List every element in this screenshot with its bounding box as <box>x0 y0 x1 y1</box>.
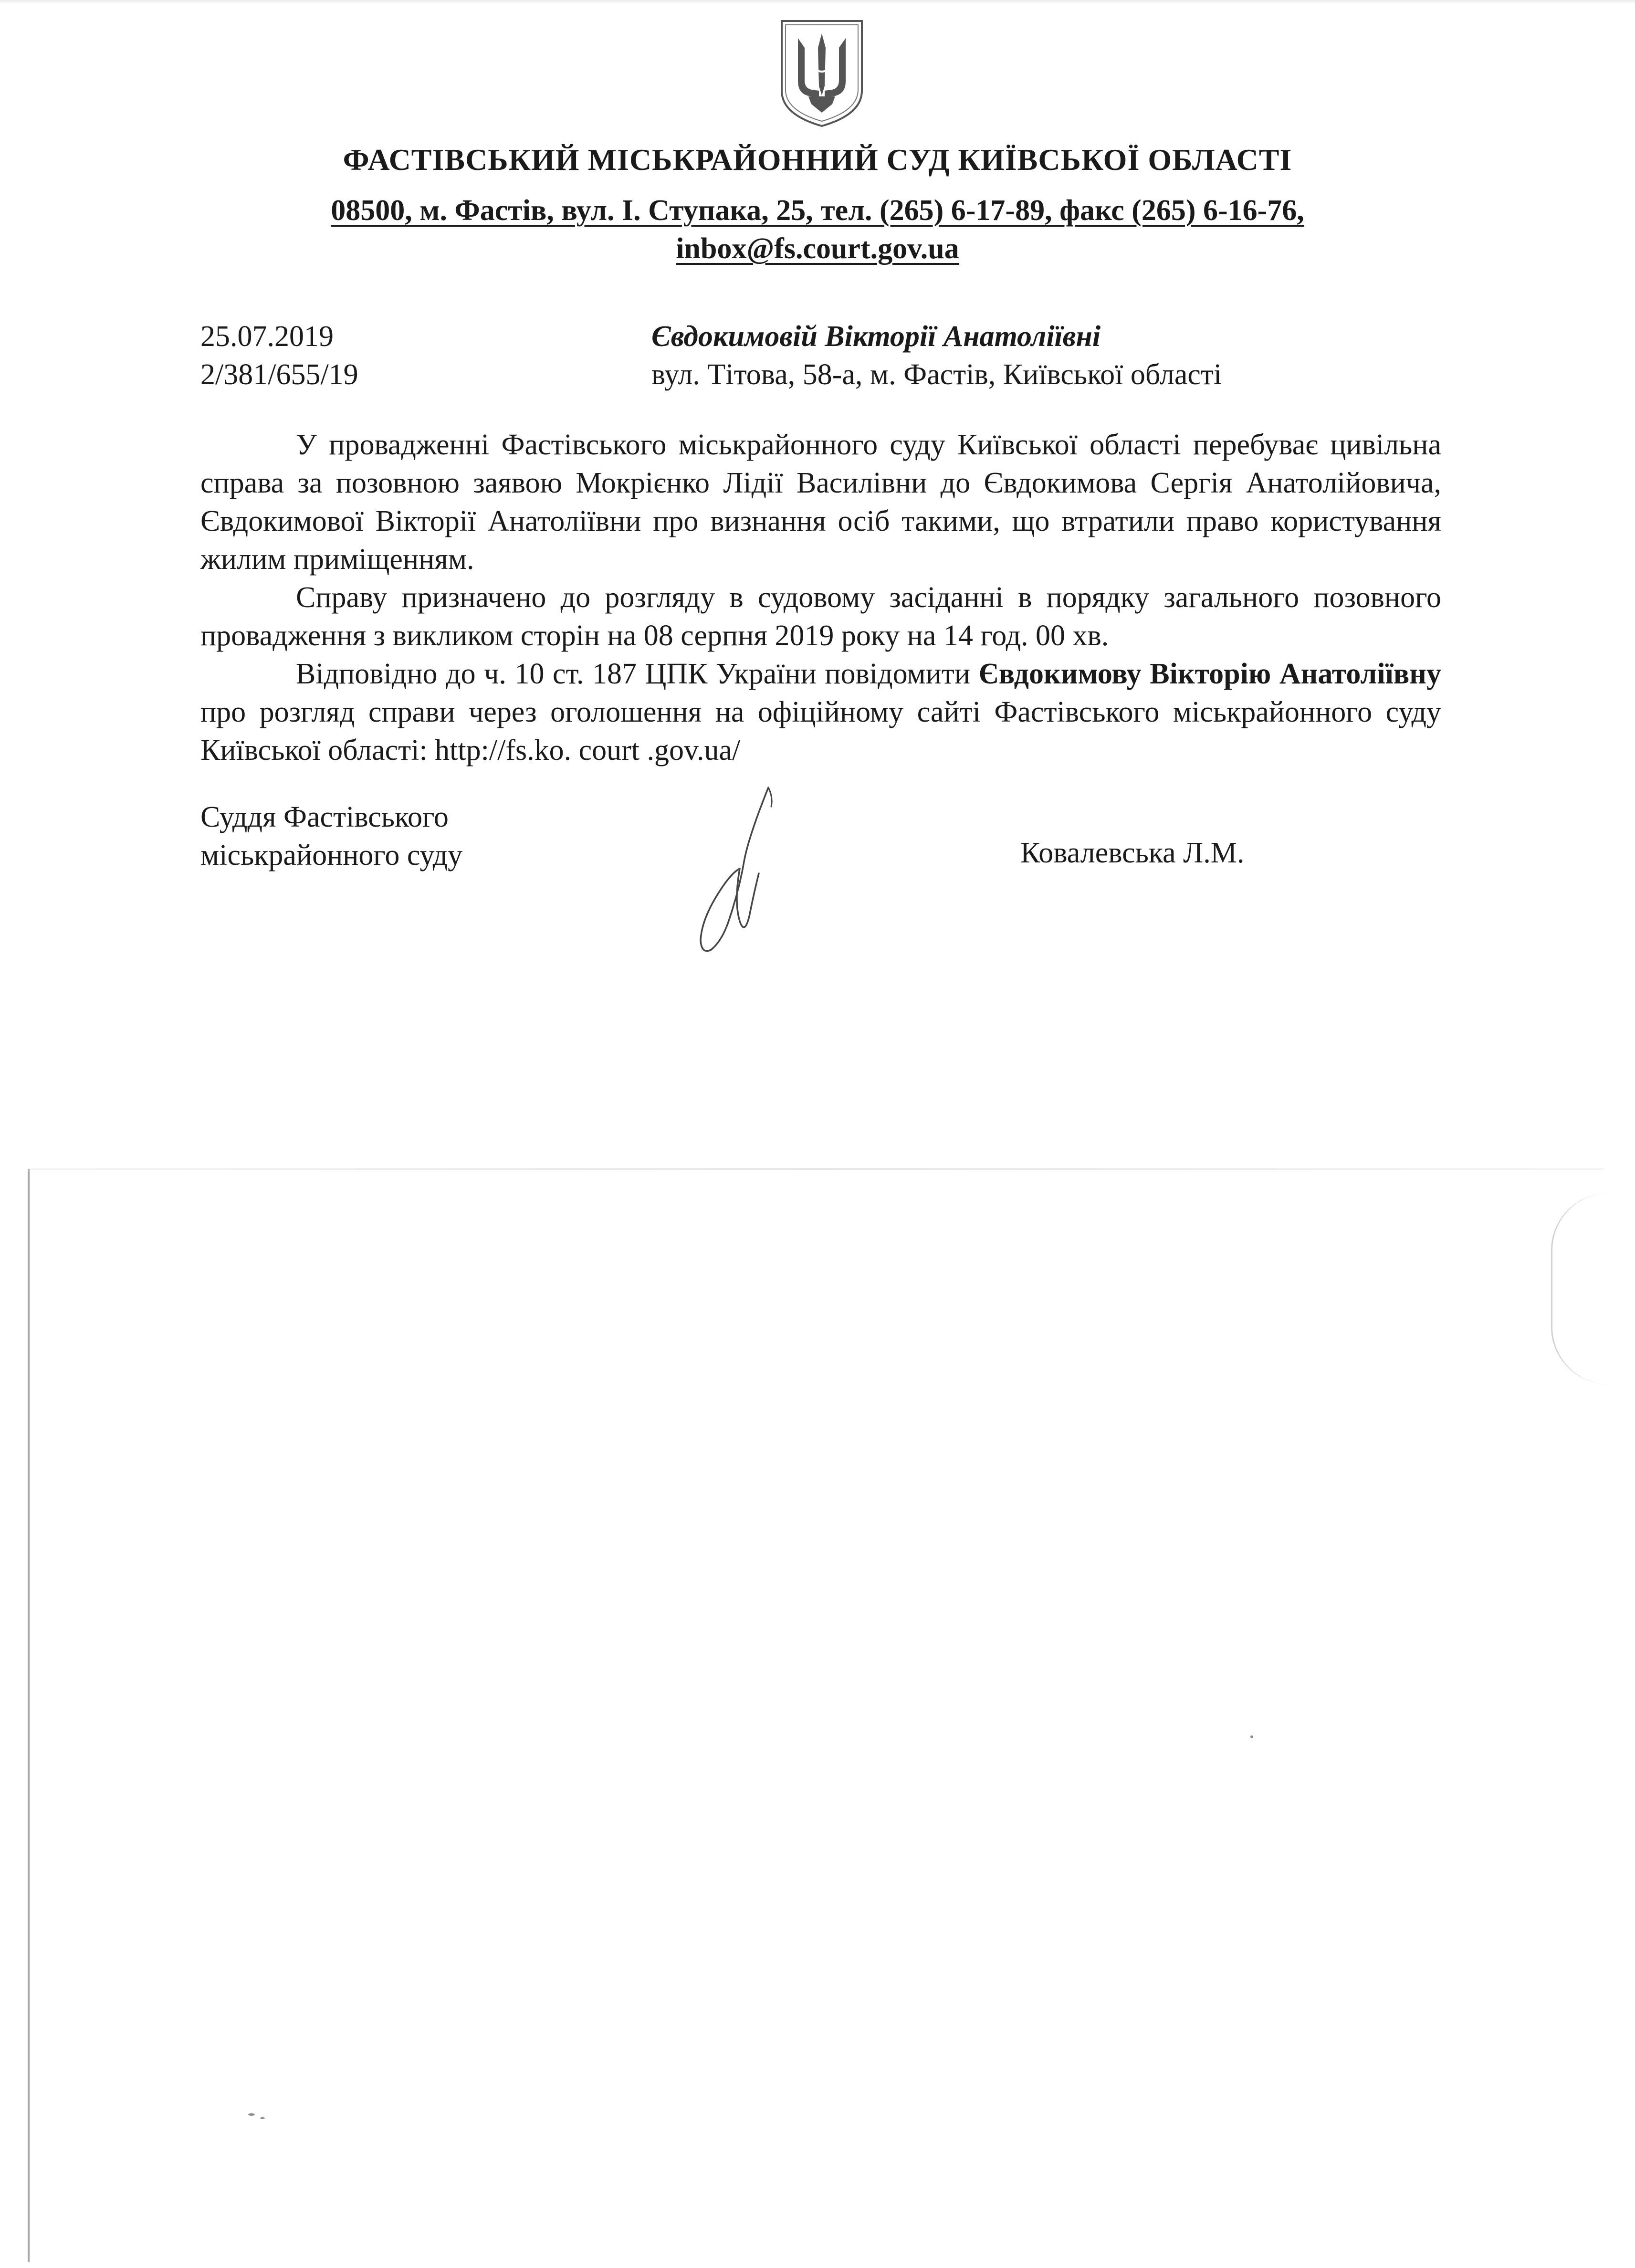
scan-paper-curl <box>1551 1193 1610 1384</box>
recipient-address: вул. Тітова, 58-а, м. Фастів, Київської області <box>651 358 1222 391</box>
handwritten-signature-icon <box>678 778 802 959</box>
judge-name: Ковалевська Л.М. <box>1020 837 1245 869</box>
case-reference-number: 2/381/655/19 <box>200 358 358 391</box>
judge-title-line: міськрайонного суду <box>200 839 463 872</box>
trident-emblem-icon <box>779 19 865 128</box>
document-date: 25.07.2019 <box>200 320 334 353</box>
body-paragraph: У провадженні Фастівського міськрайонного суду Київської області перебуває цивільна справа за позовною заявою Мокрієнко Лідії Василівни до Євдокимова Сергія Анатолійовича, Євдокимової Вікторії Анатоліївни про визнання осіб такими, що втратили право користування жилим приміщенням. <box>200 429 1441 576</box>
court-name-heading: ФАСТІВСЬКИЙ МІСЬКРАЙОННИЙ СУД КИЇВСЬКОЇ ОБЛАСТІ <box>343 143 1292 177</box>
scan-left-edge <box>28 1169 30 2262</box>
body-paragraph <box>200 655 1441 769</box>
court-email: inbox@fs.court.gov.ua <box>676 232 959 265</box>
judge-title <box>200 798 462 874</box>
letter-body <box>200 426 1441 769</box>
paper-fold-line <box>29 1168 1604 1170</box>
court-address: 08500, м. Фастів, вул. І. Ступака, 25, тел. (265) 6-17-89, факс (265) 6-16-76, <box>331 194 1304 227</box>
scan-speck <box>248 2113 255 2116</box>
scan-top-edge <box>0 0 1635 4</box>
scan-speck <box>1250 1735 1253 1738</box>
body-paragraph-bold-name: Євдокимову Вікторію Анатоліївну <box>978 658 1441 690</box>
judge-title-line: Суддя Фастівського <box>200 801 449 833</box>
scan-speck <box>260 2117 265 2119</box>
body-paragraph-text: про розгляд справи через оголошення на офіційному сайті Фастівського міськрайонного суду Київської області: http://fs.ko. court .gov.ua/ <box>200 696 1441 766</box>
body-paragraph-text: Відповідно до ч. 10 ст. 187 ЦПК України повідомити <box>296 658 979 690</box>
recipient-name: Євдокимовій Вікторії Анатоліївні <box>651 320 1101 353</box>
body-paragraph: Справу призначено до розгляду в судовому засіданні в порядку загального позовного провадження з викликом сторін на 08 серпня 2019 року на 14 год. 00 хв. <box>200 581 1441 652</box>
